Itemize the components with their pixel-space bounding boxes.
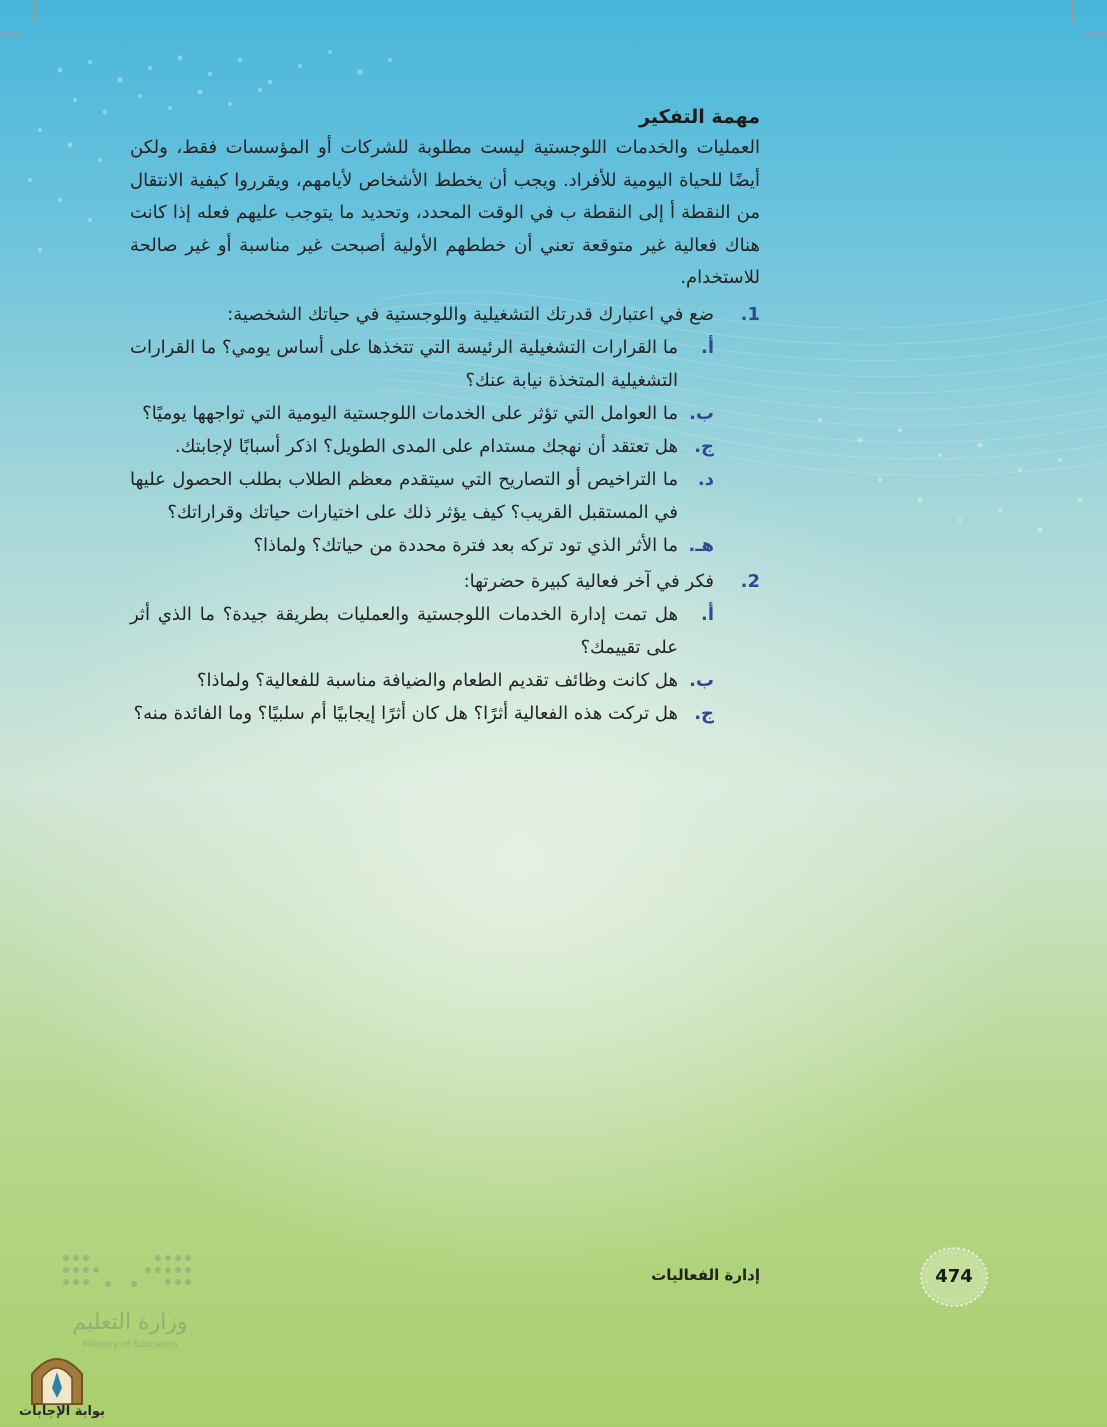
page-number: 474	[935, 1266, 973, 1287]
ministry-logo-subtext: Ministry of Education	[82, 1340, 178, 1350]
list-item	[130, 598, 760, 664]
ministry-logo-text: وزارة التعليم	[72, 1310, 188, 1335]
question-number: 2.	[740, 570, 760, 592]
item-letter: ج.	[694, 702, 714, 724]
answers-portal-label: بوابة الإجابات	[19, 1404, 105, 1419]
item-text: ما التراخيص أو التصاريح التي سيتقدم معظم الطلاب بطلب الحصول عليها في المستقبل القريب؟ كيف يؤثر ذلك على اختيارات حياتك وقراراتك؟	[130, 468, 678, 523]
item-text: هل كانت وظائف تقديم الطعام والضيافة مناسبة للفعالية؟ ولماذا؟	[196, 669, 678, 691]
list-item	[130, 397, 760, 430]
list-item	[130, 331, 760, 397]
question-1	[130, 299, 760, 331]
item-letter: د.	[697, 468, 714, 490]
intro-paragraph: العمليات والخدمات اللوجستية ليست مطلوبة للشركات أو المؤسسات فقط، ولكن أيضًا للحياة اليومية للأفراد. ويجب أن يخطط الأشخاص لأيامهم، ويقرروا كيفية الانتقال من النقطة أ إلى النقطة ب في الوقت المحدد، وتحديد ما يتوجب عليهم فعله إذا كانت هناك فعالية غير متوقعة تعني أن خططهم الأولية أصبحت غير مناسبة أو غير صالحة للاستخدام.	[130, 137, 760, 288]
list-item	[130, 529, 760, 562]
list-item	[130, 664, 760, 697]
chapter-title: إدارة الفعاليات	[651, 1266, 760, 1284]
ministry-dots-logo-icon	[58, 1250, 198, 1300]
item-text: هل تعتقد أن نهجك مستدام على المدى الطويل؟ اذكر أسبابًا لإجابتك.	[174, 435, 678, 457]
item-text: ما العوامل التي تؤثر على الخدمات اللوجستية اليومية التي تواجهها يوميًا؟	[142, 402, 678, 424]
item-letter: أ.	[700, 603, 714, 625]
question-text: فكر في آخر فعالية كبيرة حضرتها:	[463, 570, 714, 592]
section-title: مهمة التفكير	[639, 106, 760, 128]
item-text: هل تمت إدارة الخدمات اللوجستية والعمليات بطريقة جيدة؟ ما الذي أثر على تقييمك؟	[130, 603, 678, 658]
reflection-task-content	[130, 106, 760, 730]
item-text: ما الأثر الذي تود تركه بعد فترة محددة من حياتك؟ ولماذا؟	[253, 534, 678, 556]
item-letter: ب.	[689, 669, 714, 691]
answers-portal-logo-icon	[22, 1348, 92, 1406]
list-item	[130, 463, 760, 529]
list-item	[130, 430, 760, 463]
item-letter: هـ.	[688, 534, 714, 556]
question-number: 1.	[740, 303, 760, 325]
item-letter: أ.	[700, 336, 714, 358]
question-text: ضع في اعتبارك قدرتك التشغيلية واللوجستية في حياتك الشخصية:	[227, 303, 714, 325]
item-text: هل تركت هذه الفعالية أثرًا؟ هل كان أثرًا إيجابيًا أم سلبيًا؟ وما الفائدة منه؟	[133, 702, 678, 724]
item-letter: ب.	[689, 402, 714, 424]
list-item	[130, 697, 760, 730]
question-2	[130, 566, 760, 598]
item-text: ما القرارات التشغيلية الرئيسة التي تتخذها على أساس يومي؟ ما القرارات التشغيلية المتخذة نيابة عنك؟	[130, 336, 678, 391]
item-letter: ج.	[694, 435, 714, 457]
